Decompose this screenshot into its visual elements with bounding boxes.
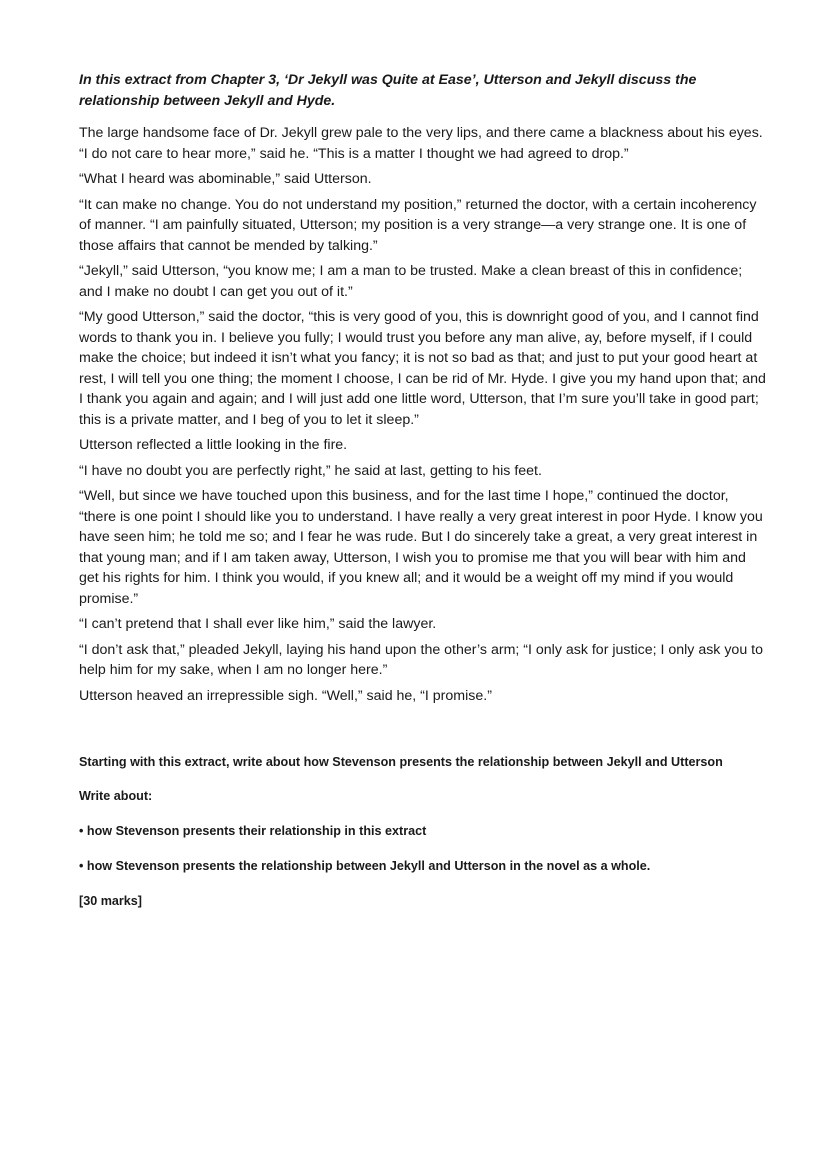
passage-paragraph: “It can make no change. You do not understand my position,” returned the doctor, with a certain incoherency of manner. “I am painfully situated, Utterson; my position is a very strange—a very strange one. It is one of those affairs that cannot be mended by talking.” [79, 196, 757, 254]
passage-paragraph: Utterson reflected a little looking in the fire. [79, 437, 348, 453]
passage-paragraph: The large handsome face of Dr. Jekyll grew pale to the very lips, and there came a blackness about his eyes. “I do not care to hear more,” said he. “This is a matter I thought we had agreed to drop.” [79, 125, 763, 162]
passage-paragraph: Utterson heaved an irrepressible sigh. “Well,” said he, “I promise.” [79, 687, 492, 704]
task-bullet: • how Stevenson presents their relationship in this extract [79, 824, 427, 838]
task-bullet: • how Stevenson presents the relationship between Jekyll and Utterson in the novel as a whole. [79, 859, 651, 873]
exam-task [79, 752, 769, 912]
passage-paragraph: “I have no doubt you are perfectly right,” he said at last, getting to his feet. [79, 462, 542, 479]
passage-paragraph: “My good Utterson,” said the doctor, “this is very good of you, this is downright good of you, and I cannot find words to thank you in. I believe you fully; I would trust you before any man alive, ay, before myself, if I could make the choice; but indeed it isn’t what you fancy; it is not so bad as that; and just to put your good heart at rest, I will tell you one thing; the moment I choose, I can be rid of Mr. Hyde. I give you my hand upon that; and I thank you again and again; and I will just add one little word, Utterson, that I’m sure you’ll take in good part; this is a private matter, and I beg of you to let it sleep.” [79, 309, 766, 428]
passage-paragraph: “What I heard was abominable,” said Utterson. [79, 171, 372, 187]
marks-label: [30 marks] [79, 894, 143, 908]
extract-introduction: In this extract from Chapter 3, ‘Dr Jekyll was Quite at Ease’, Utterson and Jekyll discuss the relationship between Jekyll and Hyde. [79, 72, 697, 109]
passage-paragraph: “Jekyll,” said Utterson, “you know me; I am a man to be trusted. Make a clean breast of this in confidence; and I make no doubt I can get you out of it.” [79, 263, 743, 300]
passage-paragraph: “I don’t ask that,” pleaded Jekyll, laying his hand upon the other’s arm; “I only ask for justice; I only ask you to help him for my sake, when I am no longer here.” [79, 641, 763, 678]
document-page [79, 70, 769, 926]
write-about-label: Write about: [79, 789, 153, 803]
task-question: Starting with this extract, write about how Stevenson presents the relationship between Jekyll and Utterson [79, 755, 723, 769]
passage-paragraph: “Well, but since we have touched upon this business, and for the last time I hope,” continued the doctor, “there is one point I should like you to understand. I have really a very great interest in poor Hyde. I know you have seen him; he told me so; and I fear he was rude. But I do sincerely take a great, a very great interest in that young man; and if I am taken away, Utterson, I wish you to promise me that you will bear with him and get his rights for him. I think you would, if you knew all; and it would be a weight off my mind if you would promise.” [79, 488, 763, 607]
passage-paragraph: “I can’t pretend that I shall ever like him,” said the lawyer. [79, 616, 437, 632]
extract-passage [79, 123, 769, 706]
